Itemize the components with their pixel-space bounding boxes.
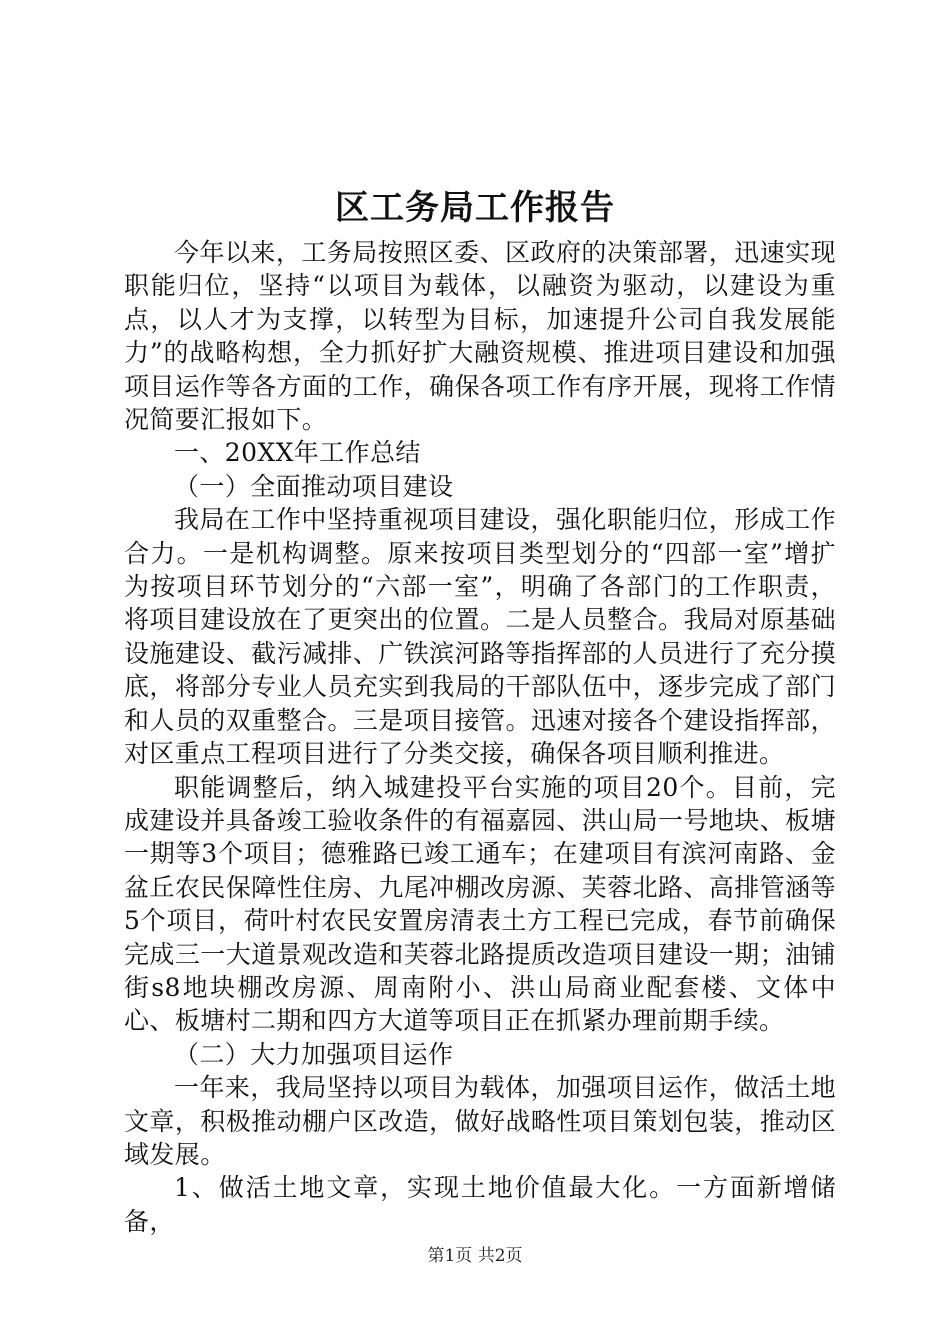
paragraph-project-construction: 我局在工作中坚持重视项目建设，强化职能归位，形成工作合力。一是机构调整。原来按项目类型划分的“四部一室”增扩为按项目环节划分的“六部一室”，明确了各部门的工作职责，将项目建设放在了更突出的位置。二是人员整合。我局对原基础设施建设、截污减排、广铁滨河路等指挥部的人员进行了充分摸底，将部分专业人员充实到我局的干部队伍中，逐步完成了部门和人员的双重整合。三是项目接管。迅速对接各个建设指挥部，对区重点工程项目进行了分类交接，确保各项目顺利推进。 <box>124 505 836 769</box>
subsection-heading-project-operation: （二）大力加强项目运作 <box>174 1039 454 1069</box>
paragraph-project-status: 职能调整后，纳入城建投平台实施的项目20个。目前，完成建设并具备竣工验收条件的有福嘉园、洪山局一号地块、板塘一期等3个项目；德雅路已竣工通车；在建项目有滨河南路、金盆丘农民保障性住房、九尾冲棚改房源、芙蓉北路、高排管涵等5个项目，荷叶村农民安置房清表土方工程已完成，春节前确保完成三一大道景观改造和芙蓉北路提质改造项目建设一期；油铺街s8地块棚改房源、周南附小、洪山局商业配套楼、文体中心、板塘村二期和四方大道等项目正在抓紧办理前期手续。 <box>124 772 836 1036</box>
document-title: 区工务局工作报告 <box>335 188 615 228</box>
subsection-heading-project-construction: （一）全面推动项目建设 <box>174 471 454 501</box>
document-body <box>124 236 836 1238</box>
page-footer: 第1页 共2页 <box>427 1246 523 1266</box>
paragraph-intro: 今年以来，工务局按照区委、区政府的决策部署，迅速实现职能归位，坚持“以项目为载体，以融资为驱动，以建设为重点，以人才为支撑，以转型为目标，加速提升公司自我发展能力”的战略构想，全力抓好扩大融资规模、推进项目建设和加强项目运作等各方面的工作，确保各项工作有序开展，现将工作情况简要汇报如下。 <box>124 238 836 435</box>
section-heading-summary: 一、20XX年工作总结 <box>174 438 421 468</box>
paragraph-land-value: 1、做活土地文章，实现土地价值最大化。一方面新增储备， <box>124 1173 836 1236</box>
paragraph-project-operation: 一年来，我局坚持以项目为载体，加强项目运作，做活土地文章，积极推动棚户区改造，做好战略性项目策划包装，推动区域发展。 <box>124 1073 836 1169</box>
